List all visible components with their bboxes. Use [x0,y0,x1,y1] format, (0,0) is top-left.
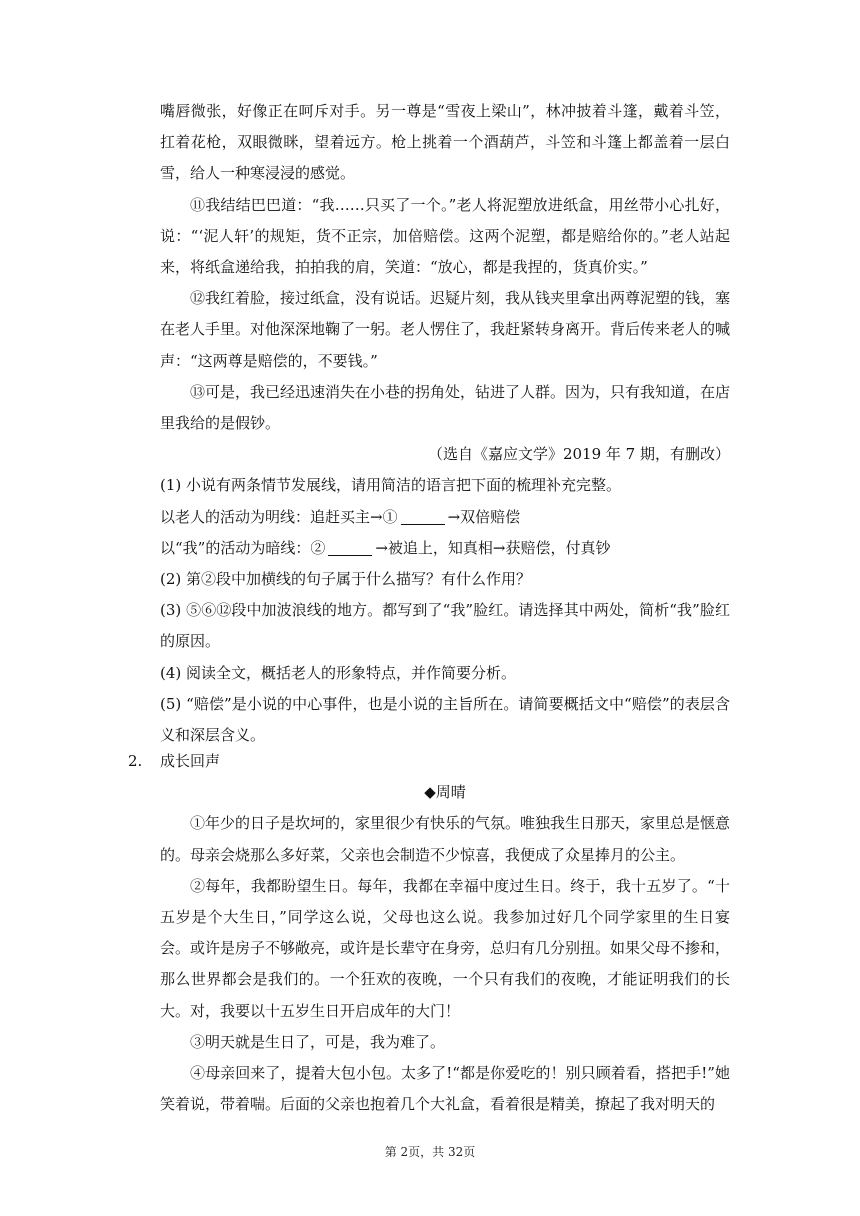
paragraph-11: ⑪我结结巴巴道：“我……只买了一个。”老人将泥塑放进纸盒，用丝带小心扎好，说：“‘泥人轩’的规矩，货不正宗，加倍赔偿。这两个泥塑，都是赔给你的。”老人站起来，将纸盒递给我，拍拍我的肩，笑道：“放心，都是我捏的，货真价实。” [160,195,730,277]
question-4: (4) 阅读全文，概括老人的形象特点，并作简要分析。 [160,663,517,682]
passage-2 [160,746,730,1120]
question-1-line-1 [160,502,730,533]
question-1-line-2 [160,533,730,564]
q1-line2-prefix: 以“我”的活动为暗线：② [160,538,326,557]
q1-line1-suffix: →双倍赔偿 [447,507,521,526]
passage-2-paragraph-2: ②每年，我都盼望生日。每年，我都在幸福中度过生日。终于，我十五岁了。“十五岁是个大生日，”同学这么说，父母也这么说。我参加过好几个同学家里的生日宴会。或许是房子不够敞亮，或许是长辈守在身旁，总归有几分别扭。如果父母不掺和，那么世界都会是我们的。一个狂欢的夜晚，一个只有我们的夜晚，才能证明我们的长大。对，我要以十五岁生日开启成年的大门！ [160,876,731,1020]
passage-2-title: 成长回声 [160,752,221,770]
answer-blank-1[interactable] [401,508,445,525]
question-3: (3) ⑤⑥⑫段中加波浪线的地方。都写到了“我”脸红。请选择其中两处，简析“我”脸红的原因。 [160,601,730,651]
passage-2-paragraph-4: ④母亲回来了，提着大包小包。太多了!“都是你爱吃的！别只顾着看，搭把手!”她笑着说，带着喘。后面的父亲也抱着几个大礼盒，看着很是精美，撩起了我对明天的 [160,1064,730,1114]
question-number-2: 2. [128,752,143,770]
passage-2-author: ◆周晴 [424,783,466,802]
question-1: (1) 小说有两条情节发展线，请用简洁的语言把下面的梳理补充完整。 [160,476,622,495]
passage-1 [160,96,730,751]
passage-2-paragraph-1: ①年少的日子是坎坷的，家里很少有快乐的气氛。唯独我生日那天，家里总是惬意的。母亲会烧那么多好菜，父亲也会制造不少惊喜，我便成了众星捧月的公主。 [160,814,731,864]
question-2: (2) 第②段中加横线的句子属于什么描写？有什么作用？ [160,570,532,589]
passage-2-paragraph-3: ③明天就是生日了，可是，我为难了。 [190,1032,446,1051]
paragraph-13: ⑬可是，我已经迅速消失在小巷的拐角处，钻进了人群。因为，只有我知道，在店里我给的是假钞。 [160,382,731,433]
q1-line1-prefix: 以老人的活动为明线：追赶买主→① [160,507,398,526]
q1-line2-suffix: →被追上，知真相→获赔偿，付真钞 [375,538,611,557]
paragraph-12: ⑫我红着脸，接过纸盒，没有说话。迟疑片刻，我从钱夹里拿出两尊泥塑的钱，塞在老人手里。对他深深地鞠了一躬。老人愣住了，我赶紧转身离开。背后传来老人的喊声：“这两尊是赔偿的，不要钱。” [160,289,731,370]
source-citation: （选自《嘉应文学》2019 年 7 期，有删改） [427,445,730,464]
page-footer: 第 2页，共 32页 [384,1145,476,1159]
paragraph-continued: 嘴唇微张，好像正在呵斥对手。另一尊是“雪夜上梁山”，林冲披着斗篷，戴着斗笠，扛着花枪，双眼微眯，望着远方。枪上挑着一个酒葫芦，斗笠和斗篷上都盖着一层白雪，给人一种寒浸浸的感觉。 [160,102,730,183]
question-5: (5) “赔偿”是小说的中心事件，也是小说的主旨所在。请简要概括文中“赔偿”的表层含义和深层含义。 [160,694,730,745]
answer-blank-2[interactable] [328,539,372,556]
